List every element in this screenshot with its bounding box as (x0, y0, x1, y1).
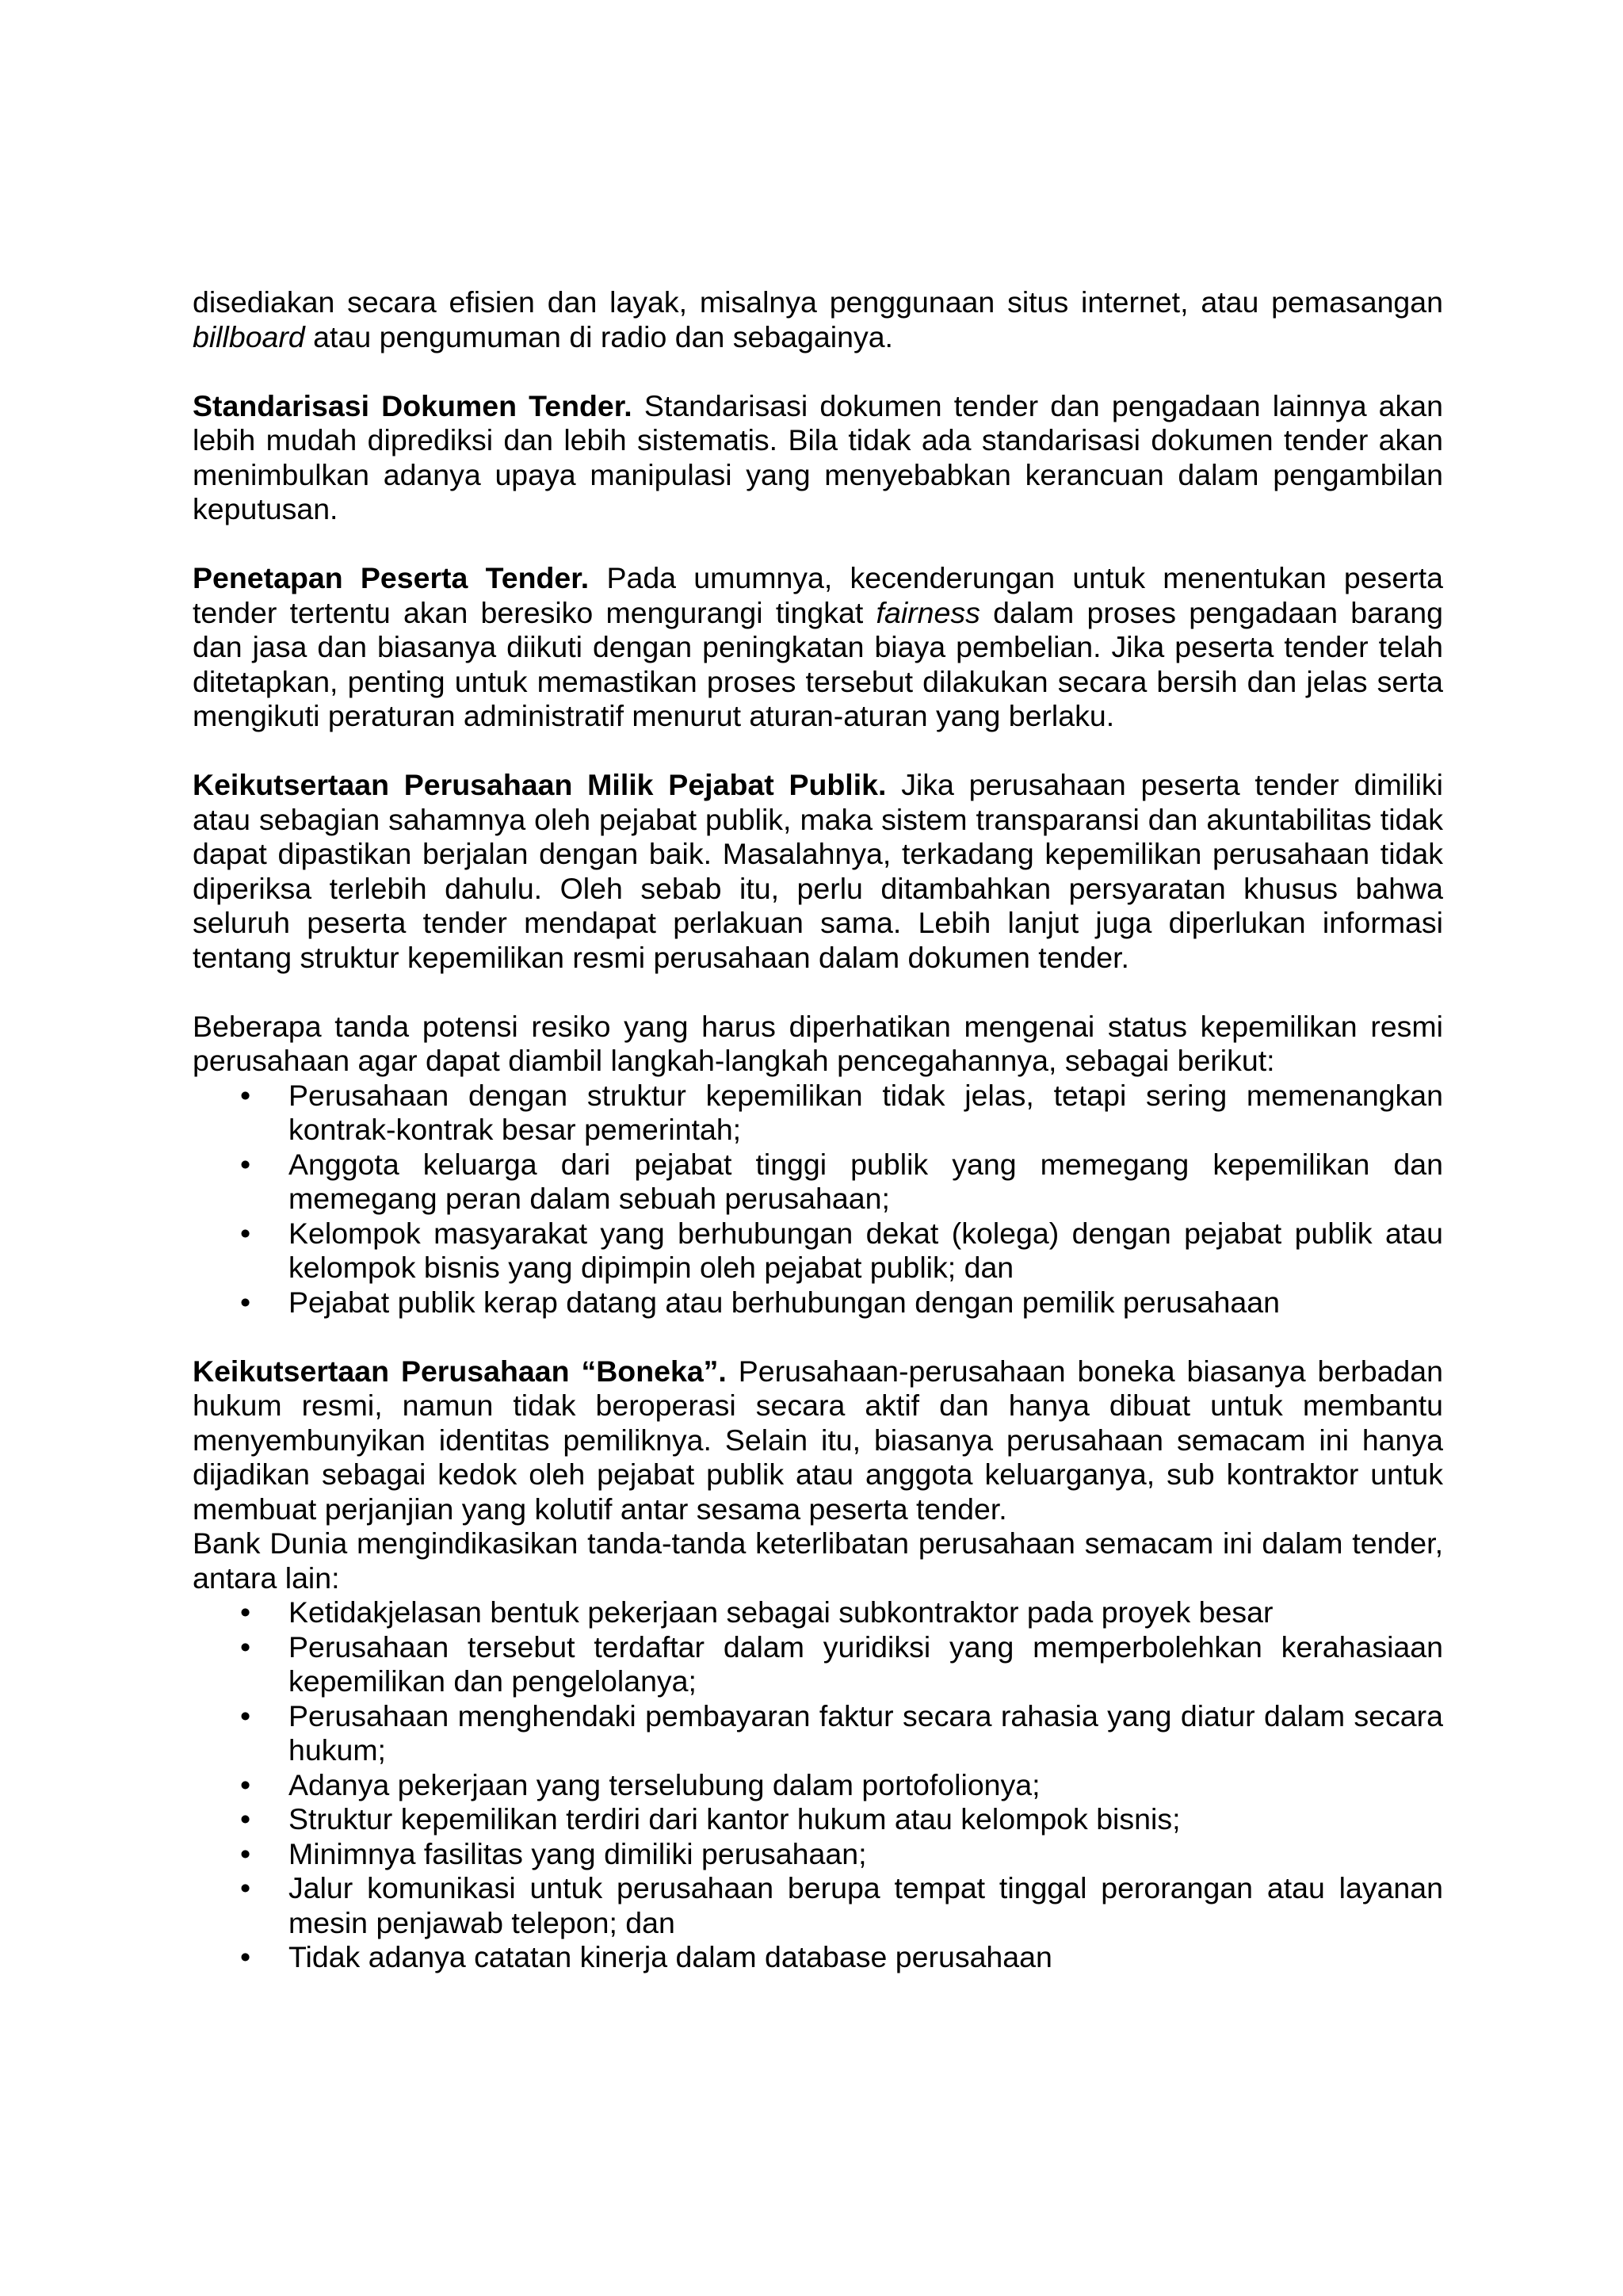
boneka-paragraph (193, 1354, 1443, 1527)
list-item-text: Minimnya fasilitas yang dimiliki perusahaan; (288, 1836, 867, 1870)
penetapan-body-1: Pada umumnya, kecenderungan untuk menentukan peserta tender tertentu akan beresiko mengurangi tingkat (193, 561, 1443, 629)
pejabat-heading: Keikutsertaan Perusahaan Milik Pejabat Publik. (193, 768, 887, 801)
penetapan-body-2: dalam proses pengadaan barang dan jasa dan biasanya diikuti dengan peningkatan biaya pembelian. Jika peserta tender telah ditetapkan, penting untuk memastikan proses tersebut dilakukan secara bersih dan jelas serta mengikuti peraturan administratif menurut aturan-aturan yang berlaku. (193, 595, 1443, 732)
bullet-icon: • (240, 1940, 251, 1973)
list-item-text: Perusahaan tersebut terdaftar dalam yuridiksi yang memperbolehkan kerahasiaan kepemilikan dan pengelolanya; (288, 1629, 1443, 1698)
bank-dunia-paragraph: Bank Dunia mengindikasikan tanda-tanda keterlibatan perusahaan semacam ini dalam tender, antara lain: (193, 1526, 1443, 1595)
boneka-body: Perusahaan-perusahaan boneka biasanya berbadan hukum resmi, namun tidak beroperasi secara aktif dan hanya dibuat untuk membantu menyembunyikan identitas pemiliknya. Selain itu, biasanya perusahaan semacam ini hanya dijadikan sebagai kedok oleh pejabat publik atau anggota keluarganya, sub kontraktor untuk membuat perjanjian yang kolutif antar sesama peserta tender. (193, 1354, 1443, 1526)
list-item (193, 1837, 1443, 1872)
penetapan-paragraph (193, 561, 1443, 734)
bullet-icon: • (240, 1147, 251, 1181)
intro-text-1: disediakan secara efisien dan layak, misalnya penggunaan situs internet, atau pemasangan (193, 285, 1443, 319)
bullet-icon: • (240, 1285, 251, 1319)
tanda-potensi-intro: Beberapa tanda potensi resiko yang harus diperhatikan mengenai status kepemilikan resmi perusahaan agar dapat diambil langkah-langkah pencegahannya, sebagai berikut: (193, 1009, 1443, 1077)
standarisasi-body: Standarisasi dokumen tender dan pengadaan lainnya akan lebih mudah diprediksi dan lebih sistematis. Bila tidak ada standarisasi dokumen tender akan menimbulkan adanya upaya manipulasi yang menyebabkan kerancuan dalam pengambilan keputusan. (193, 388, 1444, 525)
boneka-heading: Keikutsertaan Perusahaan “Boneka”. (193, 1354, 727, 1388)
bullet-icon: • (240, 1698, 251, 1733)
tanda-potensi-list (193, 1079, 1443, 1320)
list-item (193, 1699, 1443, 1768)
intro-text-2: atau pengumuman di radio dan sebagainya. (304, 319, 893, 353)
bullet-icon: • (240, 1629, 251, 1664)
standarisasi-heading: Standarisasi Dokumen Tender. (193, 388, 632, 422)
standarisasi-paragraph (193, 389, 1443, 527)
list-item (193, 1079, 1443, 1148)
bullet-icon: • (240, 1802, 251, 1836)
bullet-icon: • (240, 1767, 251, 1801)
list-item-text: Perusahaan menghendaki pembayaran faktur secara rahasia yang diatur dalam secara hukum; (288, 1698, 1443, 1767)
list-item-text: Struktur kepemilikan terdiri dari kantor hukum atau kelompok bisnis; (288, 1802, 1181, 1836)
list-item (193, 1871, 1443, 1940)
list-item-text: Kelompok masyarakat yang berhubungan dekat (kolega) dengan pejabat publik atau kelompok bisnis yang dipimpin oleh pejabat publik; dan (288, 1216, 1443, 1284)
list-item (193, 1768, 1443, 1803)
bullet-icon: • (240, 1595, 251, 1629)
list-item (193, 1940, 1443, 1975)
bullet-icon: • (240, 1216, 251, 1250)
pejabat-body: Jika perusahaan peserta tender dimiliki atau sebagian sahamnya oleh pejabat publik, maka sistem transparansi dan akuntabilitas tidak dapat dipastikan berjalan dengan baik. Masalahnya, terkadang kepemilikan perusahaan tidak diperiksa terlebih dahulu. Oleh sebab itu, perlu ditambahkan persyaratan khusus bahwa seluruh peserta tender mendapat perlakuan sama. Lebih lanjut juga diperlukan informasi tentang struktur kepemilikan resmi perusahaan dalam dokumen tender. (193, 768, 1443, 974)
bullet-icon: • (240, 1836, 251, 1870)
list-item (193, 1286, 1443, 1320)
bullet-icon: • (240, 1078, 251, 1112)
list-item (193, 1802, 1443, 1837)
penetapan-heading: Penetapan Peserta Tender. (193, 561, 590, 594)
list-item (193, 1148, 1443, 1217)
list-item-text: Tidak adanya catatan kinerja dalam database perusahaan (288, 1940, 1052, 1973)
pejabat-paragraph (193, 768, 1443, 975)
list-item-text: Jalur komunikasi untuk perusahaan berupa tempat tinggal perorangan atau layanan mesin penjawab telepon; dan (288, 1871, 1443, 1939)
list-item-text: Perusahaan dengan struktur kepemilikan tidak jelas, tetapi sering memenangkan kontrak-kontrak besar pemerintah; (288, 1078, 1443, 1146)
boneka-list (193, 1595, 1443, 1975)
list-item-text: Pejabat publik kerap datang atau berhubungan dengan pemilik perusahaan (288, 1285, 1280, 1319)
penetapan-italic-fairness: fairness (876, 595, 980, 629)
list-item (193, 1595, 1443, 1630)
document-page (193, 285, 1443, 1975)
intro-italic-billboard: billboard (193, 319, 305, 353)
bullet-icon: • (240, 1871, 251, 1904)
list-item-text: Anggota keluarga dari pejabat tinggi publik yang memegang kepemilikan dan memegang peran dalam sebuah perusahaan; (288, 1147, 1443, 1215)
intro-paragraph (193, 285, 1443, 354)
list-item-text: Ketidakjelasan bentuk pekerjaan sebagai subkontraktor pada proyek besar (288, 1595, 1274, 1629)
list-item (193, 1217, 1443, 1286)
list-item-text: Adanya pekerjaan yang terselubung dalam portofolionya; (288, 1767, 1041, 1801)
list-item (193, 1630, 1443, 1699)
